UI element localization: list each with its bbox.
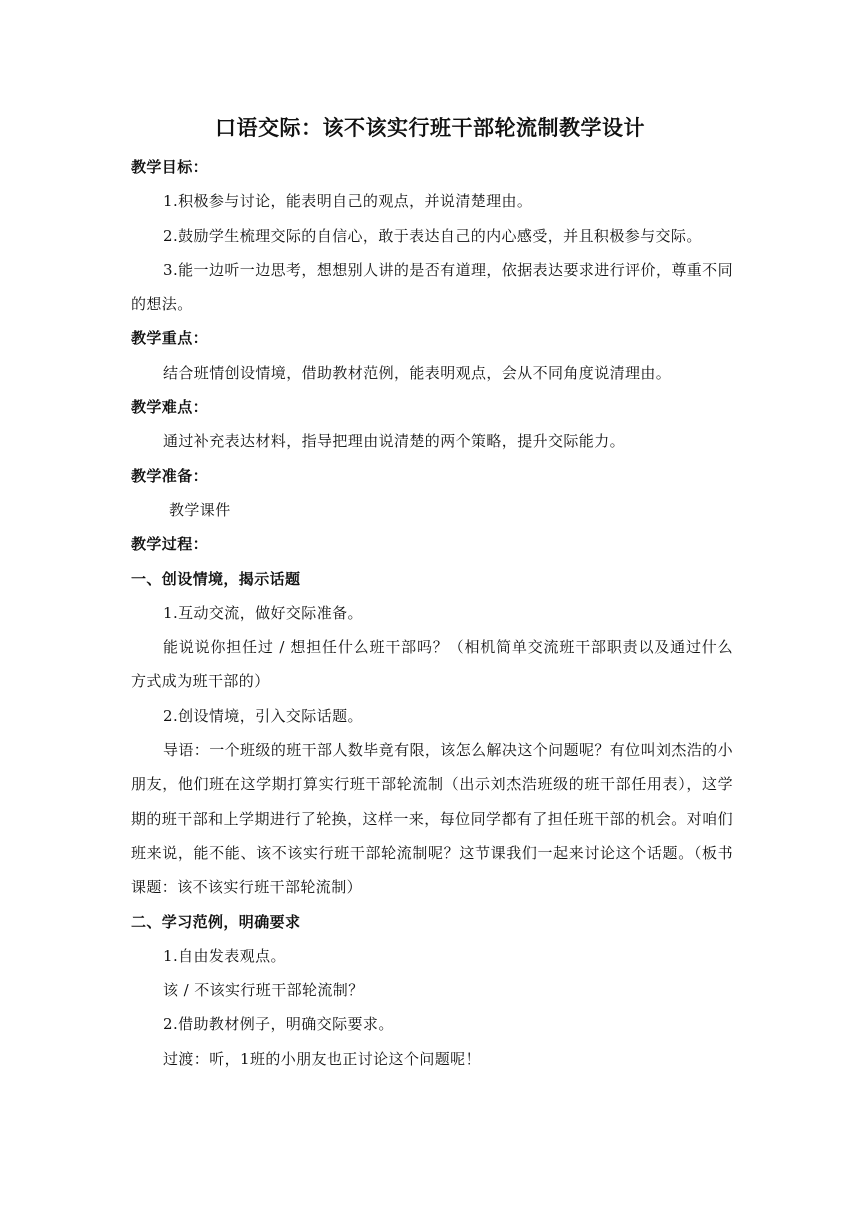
section-heading: 教学难点： — [131, 398, 209, 417]
section-heading: 教学准备： — [131, 466, 209, 485]
paragraph: 该 / 不该实行班干部轮流制？ — [163, 981, 364, 1000]
paragraph: 能说说你担任过 / 想担任什么班干部吗？（相机简单交流班干部职责以及通过什么方式成为班干部的） — [131, 638, 733, 691]
paragraph: 1.积极参与讨论，能表明自己的观点，并说清楚理由。 — [163, 192, 533, 211]
paragraph: 导语：一个班级的班干部人数毕竟有限，该怎么解决这个问题呢？有位叫刘杰浩的小朋友，他们班在这学期打算实行班干部轮流制（出示刘杰浩班级的班干部任用表），这学期的班干部和上学期进行了轮换，这样一来，每位同学都有了担任班干部的机会。对咱们班来说，能不能、该不该实行班干部轮流制呢？这节课我们一起来讨论这个话题。（板书课题：该不该实行班干部轮流制） — [131, 741, 733, 897]
section-heading: 二、学习范例，明确要求 — [131, 912, 301, 931]
paragraph: 2.创设情境，引入交际话题。 — [163, 706, 363, 725]
paragraph: 教学课件 — [169, 500, 231, 519]
document-body — [131, 150, 733, 1076]
paragraph: 结合班情创设情境，借助教材范例，能表明观点，会从不同角度说清理由。 — [163, 363, 672, 382]
paragraph: 3.能一边听一边思考，想想别人讲的是否有道理，依据表达要求进行评价，尊重不同的想法。 — [131, 260, 733, 314]
paragraph: 2.鼓励学生梳理交际的自信心，敢于表达自己的内心感受，并且积极参与交际。 — [163, 226, 702, 245]
paragraph: 过渡：听，1班的小朋友也正讨论这个问题呢！ — [163, 1049, 481, 1068]
section-heading: 一、创设情境，揭示话题 — [131, 569, 301, 588]
section-heading: 教学重点： — [131, 329, 209, 348]
paragraph: 1.互动交流，做好交际准备。 — [163, 603, 363, 622]
paragraph: 2.借助教材例子，明确交际要求。 — [163, 1015, 394, 1034]
paragraph: 1.自由发表观点。 — [163, 946, 286, 965]
section-heading: 教学过程： — [131, 535, 209, 554]
document-title: 口语交际：该不该实行班干部轮流制教学设计 — [215, 116, 645, 140]
section-heading: 教学目标： — [131, 158, 209, 176]
paragraph: 通过补充表达材料，指导把理由说清楚的两个策略，提升交际能力。 — [163, 432, 626, 451]
